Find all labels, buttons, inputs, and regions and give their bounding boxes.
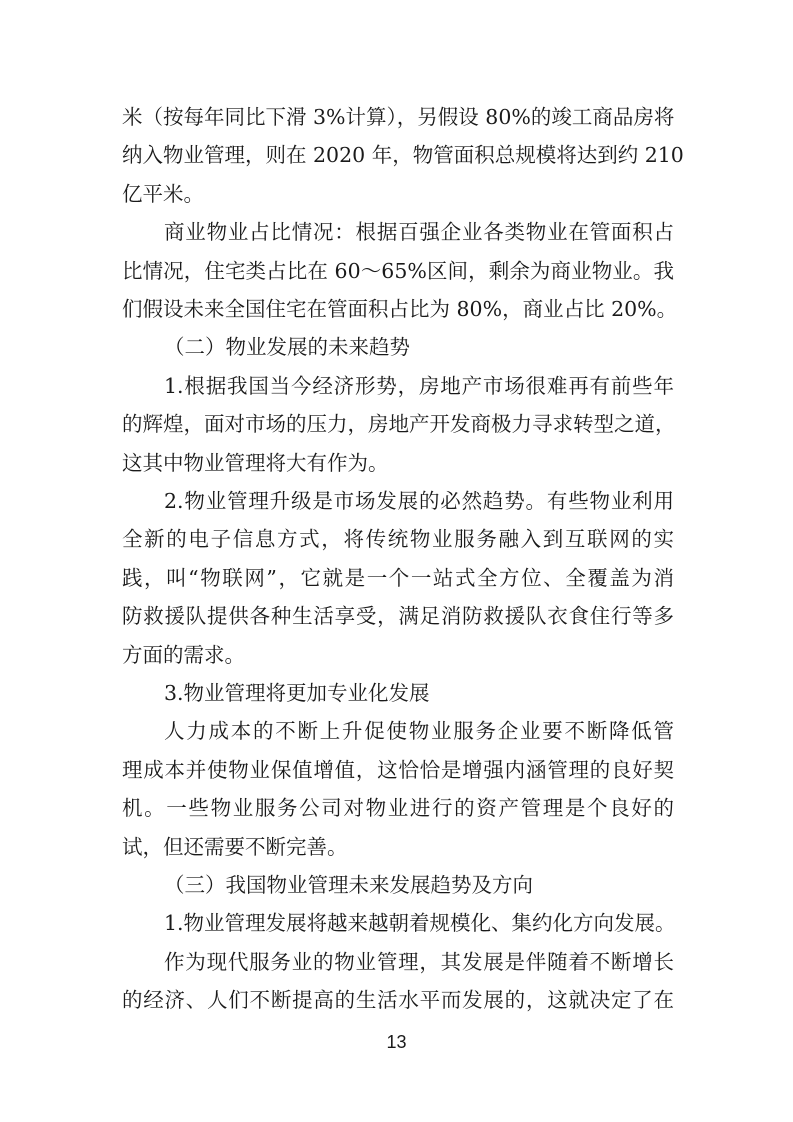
body-text-line: 1.根据我国当今经济形势，房地产市场很难再有前些年 bbox=[164, 373, 674, 398]
body-text-line: 商业物业占比情况：根据百强企业各类物业在管面积占 bbox=[164, 220, 674, 245]
body-text-line: 理成本并使物业保值增值，这恰恰是增强内涵管理的良好契 bbox=[122, 757, 674, 782]
body-text-line: 人力成本的不断上升促使物业服务企业要不断降低管 bbox=[164, 719, 674, 744]
body-text-line: 亿平米。 bbox=[122, 181, 204, 206]
body-text-line: 的经济、人们不断提高的生活水平而发展的，这就决定了在 bbox=[122, 988, 674, 1013]
section-heading: （三）我国物业管理未来发展趋势及方向 bbox=[164, 873, 533, 897]
numbered-heading: 3.物业管理将更加专业化发展 bbox=[164, 681, 430, 705]
body-text-line: 机。一些物业服务公司对物业进行的资产管理是个良好的 bbox=[122, 796, 674, 821]
body-text-line: 的辉煌，面对市场的压力，房地产开发商极力寻求转型之道， bbox=[122, 412, 676, 437]
body-text-line: 践，叫“物联网”，它就是一个一站式全方位、全覆盖为消 bbox=[122, 565, 674, 590]
body-text-line: 这其中物业管理将大有作为。 bbox=[122, 450, 389, 475]
body-text-line: 比情况，住宅类占比在 60～65%区间，剩余为商业物业。我 bbox=[122, 258, 674, 283]
body-text-line: 作为现代服务业的物业管理，其发展是伴随着不断增长 bbox=[164, 949, 674, 974]
body-text-line: 全新的电子信息方式，将传统物业服务融入到互联网的实 bbox=[122, 527, 674, 552]
body-text-line: 2.物业管理升级是市场发展的必然趋势。有些物业利用 bbox=[164, 489, 674, 513]
body-text-line: 米（按每年同比下滑 3%计算），另假设 80%的竣工商品房将 bbox=[122, 105, 675, 129]
body-text-line: 方面的需求。 bbox=[122, 642, 245, 667]
section-heading: （二）物业发展的未来趋势 bbox=[164, 335, 410, 360]
body-text-line: 防救援队提供各种生活享受，满足消防救援队衣食住行等多 bbox=[122, 604, 674, 629]
body-text-line: 1.物业管理发展将越来越朝着规模化、集约化方向发展。 bbox=[164, 911, 676, 936]
page-number: 13 bbox=[386, 1032, 407, 1052]
body-text-line: 试，但还需要不断完善。 bbox=[122, 834, 348, 859]
body-text-line: 纳入物业管理，则在 2020 年，物管面积总规模将达到约 210 bbox=[122, 143, 684, 168]
body-text-line: 们假设未来全国住宅在管面积占比为 80%，商业占比 20%。 bbox=[122, 297, 678, 321]
